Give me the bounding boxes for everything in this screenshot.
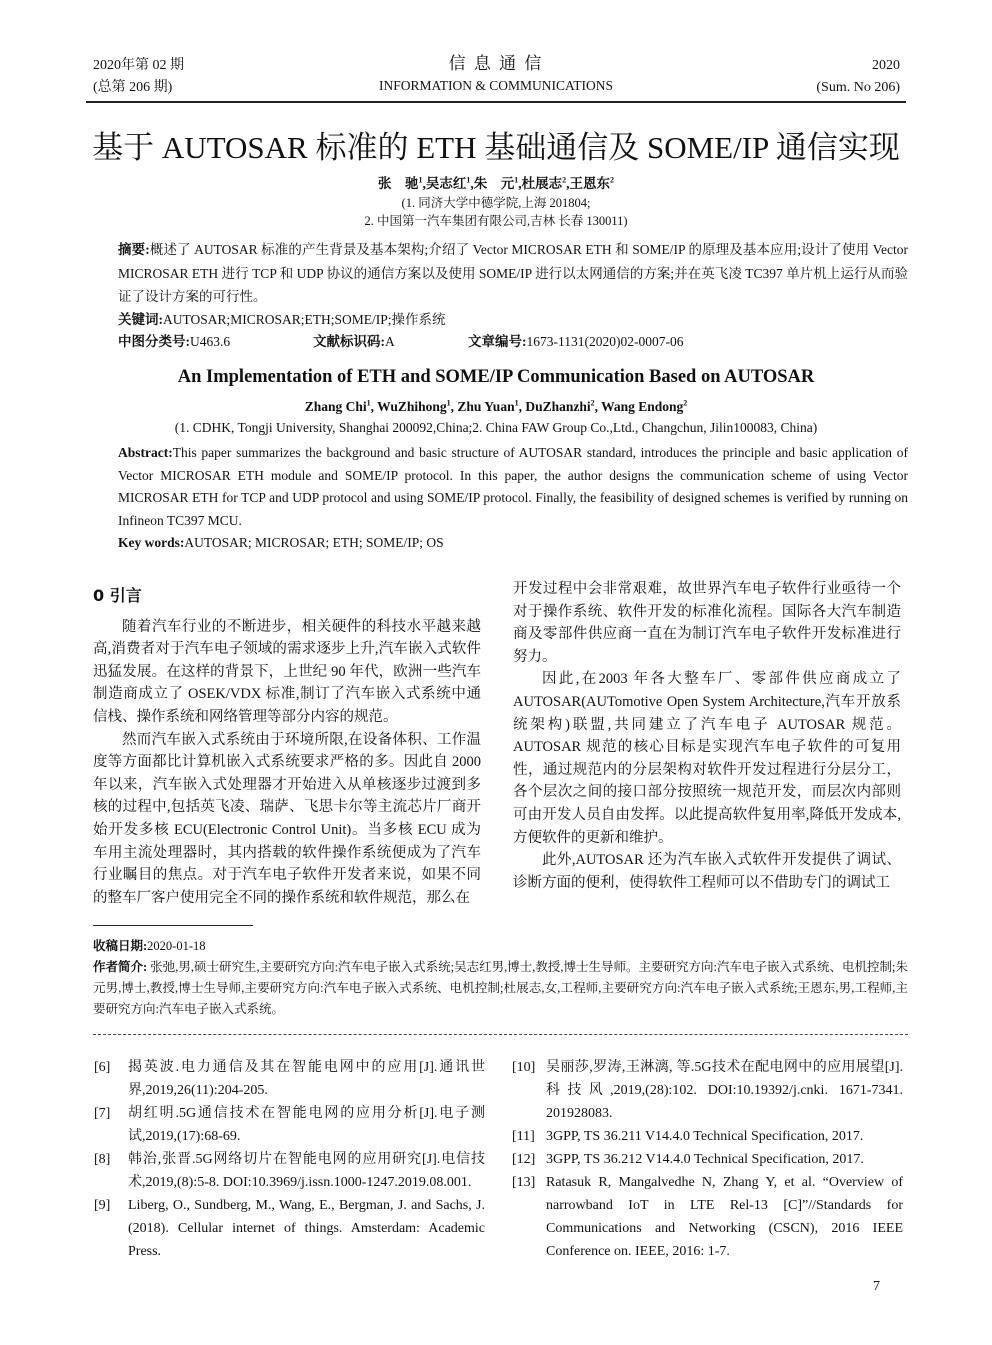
journal-cn: 信 息 通 信 [448,54,544,73]
reference-number: [13] [512,1175,536,1190]
keywords-en [118,532,908,555]
reference-text: Liberg, O., Sundberg, M., Wang, E., Bergman, J. and Sachs, J. (2018). Cellular internet of things. Amsterdam: Academic Press. [128,1198,485,1259]
author-affiliation-mark: 1 [366,398,371,407]
author-name: 杜展志 [521,176,563,191]
abstract-cn-block [118,238,908,353]
divider [93,1034,908,1040]
reference-text: 3GPP, TS 36.211 V14.4.0 Technical Specification, 2017. [546,1129,864,1144]
abstract-en-block [118,442,908,555]
paragraph: 然而汽车嵌入式系统由于环境所限,在设备体积、工作温度等方面都比计算机嵌入式系统要求严格的多。因此自 2000 年以来，汽车嵌入式处理器才开始进入从单核逐步过渡到多核的过程中,包括英飞凌、瑞萨、飞思卡尔等主流芯片厂商开始开发多核 ECU(Electronic Control Unit)。当多核 ECU 成为车用主流处理器时，其内搭载的软件操作系统便成为了汽车行业瞩目的焦点。对于汽车电子软件开发者来说，如果不同的整车厂客户使用完全不同的操作系统和软件规范，那么在 [93,731,481,906]
footnote [93,936,908,1020]
received-value: 2020-01-18 [147,939,206,953]
authors-cn: 张 驰$^1$,吴志红$^1$,朱 元$^1$,杜展志$^2$,王恩东$^2$ [378,175,614,191]
paragraph: 随着汽车行业的不断进步，相关硬件的科技水平越来越高,消费者对于汽车电子领域的需求逐步上升,汽车嵌入式软件迅猛发展。在这样的背景下，上世纪 90 年代，欧洲一些汽车制造商成立了 OSEK/VDX 标准,制订了汽车嵌入式系统中通信栈、操作系统和网络管理等部分内容的规范。 [93,618,481,725]
reference-number: [9] [94,1198,111,1213]
reference-number: [8] [94,1152,111,1167]
author-affiliation-mark: 1 [514,175,519,185]
bio-text: 张弛,男,硕士研究生,主要研究方向:汽车电子嵌入式系统;吴志红男,博士,教授,博士生导师。主要研究方向:汽车电子嵌入式系统、电机控制;朱元男,博士,教授,博士生导师,主要研究方向:汽车电子嵌入式系统、电机控制;杜展志,女,工程师,主要研究方向:汽车电子嵌入式系统;王恩东,男,工程师,主要研究方向:汽车电子嵌入式系统。 [93,960,908,1016]
reference-item [508,1125,903,1148]
article-no-value: 1673-1131(2020)02-0007-06 [526,333,684,349]
reference-number: [6] [94,1060,111,1075]
reference-item [508,1171,903,1263]
title-cn: 基于 AUTOSAR 标准的 ETH 基础通信及 SOME/IP 通信实现 [92,130,900,165]
references-right [508,1056,903,1263]
keywords-cn-text: AUTOSAR;MICROSAR;ETH;SOME/IP;操作系统 [163,311,446,327]
reference-item [508,1056,903,1125]
year: 2020 [872,58,900,73]
affiliations-en: (1. CDHK, Tongji University, Shanghai 200092,China;2. China FAW Group Co.,Ltd., Changchun, Jilin100083, China) [174,420,818,435]
section-heading: 0 引言 [93,586,142,605]
author-affiliation-mark: 1 [466,175,471,185]
author-affiliation-mark: 2 [683,398,688,407]
keywords-cn-label: 关键词: [118,311,163,327]
header-right [816,55,900,99]
title-en: An Implementation of ETH and SOME/IP Communication Based on AUTOSAR [177,367,815,387]
author-affiliation-mark: 2 [610,175,614,185]
reference-number: [10] [512,1060,536,1075]
sum-issue: (Sum. No 206) [816,80,900,95]
doc-code-label: 文献标识码: [313,333,385,349]
affiliation-cn-1: (1. 同济大学中德学院,上海 201804; [401,196,591,210]
abstract-cn-label: 摘要: [118,242,150,257]
reference-text: 揭英波.电力通信及其在智能电网中的应用[J].通讯世界,2019,26(11):204-205. [128,1060,485,1098]
author-name: WuZhihong [377,398,447,414]
article-no-label: 文章编号: [468,333,527,349]
author-name: 吴志红 [425,176,467,191]
abstract-cn-text: 概述了 AUTOSAR 标准的产生背景及基本架构;介绍了 Vector MICROSAR ETH 和 SOME/IP 的原理及基本应用;设计了使用 Vector MICROSAR ETH 进行 TCP 和 UDP 协议的通信方案以及使用 SOME/IP 进行以太网通信的方案;并在英飞凌 TC397 单片机上运行从而验证了设计方案的可行性。 [118,242,908,304]
received-label: 收稿日期: [93,939,148,953]
clc-value: U463.6 [190,333,231,349]
reference-text: Ratasuk R, Mangalvedhe N, Zhang Y, et al. “Overview of narrowband IoT in LTE Rel-13 [C]”//Standards for Communications and Networking (CSCN), 2016 IEEE Conference on. IEEE, 2016: 1-7. [546,1175,903,1259]
page-number: 7 [873,1279,880,1294]
author-affiliation-mark: 1 [446,398,451,407]
reference-number: [11] [512,1129,535,1144]
issue-cn: 2020年第 02 期 [93,58,184,73]
reference-number: [7] [94,1106,111,1121]
keywords-en-label: Key words: [118,535,185,550]
author-name: Zhu Yuan [457,398,515,414]
references-left [90,1056,485,1263]
authors-en: Zhang Chi$^1$, WuZhihong$^1$, Zhu Yuan$^1$, DuZhanzhi$^2$, Wang Endong$^2$ [304,398,688,414]
reference-item [90,1056,485,1102]
journal-en: INFORMATION & COMMUNICATIONS [378,78,613,93]
author-affiliation-mark: 1 [514,398,519,407]
received-date [93,936,908,957]
keywords-en-text: AUTOSAR; MICROSAR; ETH; SOME/IP; OS [184,535,444,550]
reference-item [90,1194,485,1263]
reference-text: 韩治,张晋.5G网络切片在智能电网的应用研究[J].电信技术,2019,(8):5-8. DOI:10.3969/j.issn.1000-1247.2019.08.001. [128,1152,485,1190]
author-bio [93,957,908,1020]
author-name: Wang Endong [601,398,684,414]
clc-label: 中图分类号: [118,333,190,349]
author-name: DuZhanzhi [525,398,591,414]
bio-label: 作者简介: [93,960,148,974]
author-affiliation-mark: 2 [590,398,595,407]
reference-number: [12] [512,1152,536,1167]
classification [118,330,908,354]
header-rule [86,101,906,103]
reference-item [90,1148,485,1194]
reference-item [508,1148,903,1171]
author-name: Zhang Chi [304,398,367,414]
footnote-rule [93,925,253,926]
author-affiliation-mark: 1 [418,175,423,185]
author-affiliation-mark: 2 [562,175,567,185]
doc-code-value: A [385,333,395,349]
paragraph: 开发过程中会非常艰难，故世界汽车电子软件行业亟待一个对于操作系统、软件开发的标准化流程。国际各大汽车制造商及零部件供应商一直在为制订汽车电子软件开发标准进行努力。 [513,581,901,665]
reference-text: 3GPP, TS 36.212 V14.4.0 Technical Specification, 2017. [546,1152,864,1167]
author-name: 朱 元 [473,176,515,191]
paragraph: 因此,在2003 年各大整车厂、零部件供应商成立了 AUTOSAR(AUTomotive Open System Architecture,汽车开放系统架构)联盟,共同建立了汽车电子 AUTOSAR 规范。AUTOSAR 规范的核心目标是实现汽车电子软件的可复用性，通过规范内的分层架构对软件开发过程进行分层分工，各个层次之间的接口部分按照统一规范开发，而层次内部则可由开发人员自由发挥。以此提高软件复用率,降低开发成本,方便软件的更新和维护。 [513,671,901,846]
body-column-right [513,578,901,894]
author-name: 王恩东 [569,176,610,191]
abstract-cn [118,238,908,309]
abstract-en-text: This paper summarizes the background and basic structure of AUTOSAR standard, introduces the principle and basic application of Vector MICROSAR ETH module and SOME/IP protocol. In this paper, the author designs the communication scheme of using Vector MICROSAR ETH for TCP and UDP protocol and using SOME/IP protocol. Finally, the feasibility of designed schemes is verified by running on Infineon TC397 MCU. [118,445,908,528]
reference-text: 吴丽莎,罗涛,王淋漓, 等.5G技术在配电网中的应用展望[J].科技风,2019,(28):102. DOI:10.19392/j.cnki. 1671-7341. 201928083. [546,1060,903,1121]
abstract-en-label: Abstract: [118,445,173,460]
total-issue-cn: (总第 206 期) [93,80,173,95]
abstract-en [118,442,908,532]
reference-item [90,1102,485,1148]
affiliation-cn-2: 2. 中国第一汽车集团有限公司,吉林 长春 130011) [364,214,628,228]
paragraph: 此外,AUTOSAR 还为汽车嵌入式软件开发提供了调试、诊断方面的便利，使得软件工程师可以不借助专门的调试工 [513,852,901,891]
author-name: 张 驰 [378,176,419,191]
keywords-cn [118,309,908,330]
reference-text: 胡红明.5G通信技术在智能电网的应用分析[J].电子测试,2019,(17):68-69. [128,1106,485,1144]
body-column-left [93,585,481,909]
